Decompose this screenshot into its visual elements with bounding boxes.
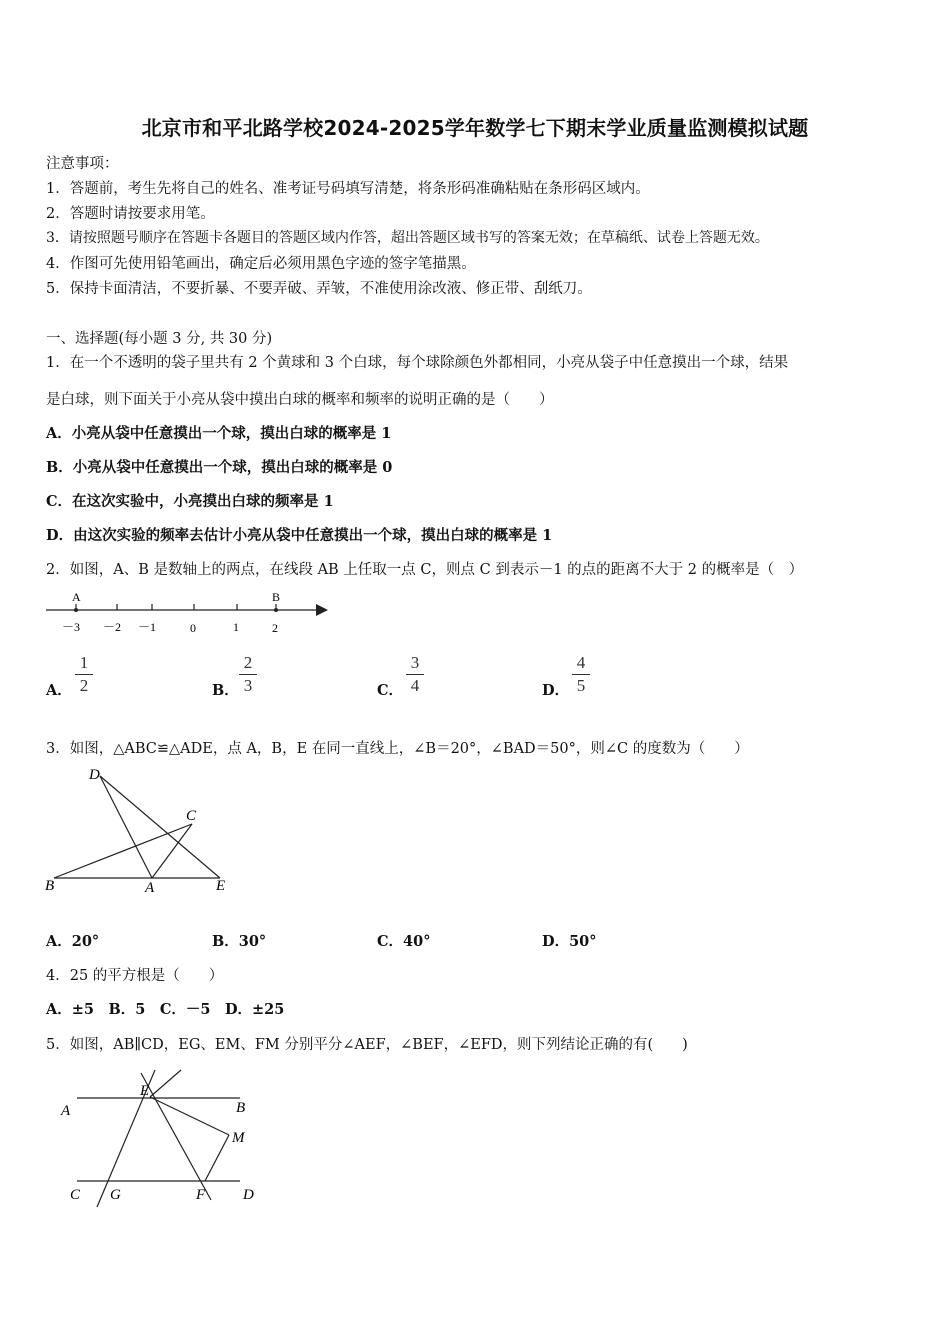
tick-label: －1 <box>138 620 157 634</box>
denominator: 5 <box>576 676 586 695</box>
tick-label: －3 <box>62 620 81 634</box>
segment-em <box>150 1097 229 1135</box>
numerator: 1 <box>79 653 89 672</box>
label-f: F <box>196 1187 206 1203</box>
page-title: 北京市和平北路学校2024-2025学年数学七下期末学业质量监测模拟试题 <box>141 116 809 140</box>
q2-stem: 2．如图，A、B 是数轴上的两点，在线段 AB 上任取一点 C，则点 C 到表示－1 的点的距离不大于 2 的概率是（ ） <box>46 562 804 578</box>
label-c: C <box>70 1187 81 1203</box>
notice-item-2: 2．答题时请按要求用笔。 <box>46 206 215 222</box>
segment-da <box>100 776 152 878</box>
denominator: 3 <box>243 676 253 695</box>
notice-item-1: 1．答题前，考生先将自己的姓名、准考证号码填写清楚，将条形码准确粘贴在条形码区域内。 <box>46 181 650 197</box>
q1-option-b: B．小亮从袋中任意摸出一个球，摸出白球的概率是 0 <box>46 459 393 476</box>
label-e: E <box>216 878 226 894</box>
q5-stem: 5．如图，AB∥CD，EG、EM、FM 分别平分∠AEF，∠BEF，∠EFD，则下列结论正确的有( ) <box>46 1037 688 1053</box>
point-b-label: B <box>272 590 281 604</box>
label-b: B <box>45 878 55 894</box>
notice-item-3: 3．请按照题号顺序在答题卡各题目的答题区域内作答，超出答题区域书写的答案无效；在草稿纸、试卷上答题无效。 <box>46 230 769 246</box>
q1-stem-line1: 1．在一个不透明的袋子里共有 2 个黄球和 3 个白球，每个球除颜色外都相同，小亮从袋子中任意摸出一个球，结果 <box>46 355 789 371</box>
point-a-label: A <box>72 590 81 604</box>
label-d: D <box>89 767 100 783</box>
denominator: 2 <box>79 676 89 695</box>
q3-option-c: C．40° <box>377 933 431 950</box>
parallel-lines-figure <box>55 1065 270 1215</box>
section-heading: 一、选择题(每小题 3 分, 共 30 分) <box>46 331 273 347</box>
label-b: B <box>236 1100 246 1116</box>
segment-de <box>100 776 220 878</box>
numerator: 3 <box>410 653 420 672</box>
q2-option-c-fraction <box>406 653 424 696</box>
segment-fm <box>205 1135 229 1181</box>
label-e: E <box>140 1083 150 1099</box>
label-c: C <box>186 808 197 824</box>
tick-label: －2 <box>103 620 122 634</box>
tick-label: 0 <box>190 621 196 635</box>
q3-option-a: A．20° <box>46 933 100 950</box>
q4-stem: 4．25 的平方根是（ ） <box>46 968 224 984</box>
tick-label: 2 <box>272 621 278 635</box>
q2-option-a-label: A． <box>46 682 72 699</box>
tick-label: 1 <box>233 620 239 634</box>
q2-option-b-fraction <box>239 653 257 696</box>
q1-option-a: A．小亮从袋中任意摸出一个球，摸出白球的概率是 1 <box>46 425 392 442</box>
q1-stem-line2: 是白球，则下面关于小亮从袋中摸出白球的概率和频率的说明正确的是（ ） <box>46 392 554 408</box>
label-g: G <box>110 1187 121 1203</box>
numerator: 2 <box>243 653 253 672</box>
q2-option-d-fraction <box>572 653 590 696</box>
q3-option-d: D．50° <box>542 933 597 950</box>
q2-option-b-label: B． <box>212 682 239 699</box>
q3-option-b: B．30° <box>212 933 267 950</box>
notice-item-4: 4．作图可先使用铅笔画出，确定后必须用黑色字迹的签字笔描黑。 <box>46 256 476 272</box>
q2-option-a-fraction <box>75 653 93 696</box>
q2-option-c-label: C． <box>377 682 404 699</box>
q4-options: A．±5 B．5 C．－5 D．±25 <box>46 1001 285 1018</box>
label-a: A <box>145 880 155 896</box>
notice-heading: 注意事项： <box>46 156 119 172</box>
triangle-figure <box>40 762 250 897</box>
notice-item-5: 5．保持卡面清洁，不要折暴、不要弄破、弄皱，不准使用涂改液、修正带、刮纸刀。 <box>46 281 592 297</box>
point-b-dot <box>274 608 278 612</box>
q1-option-c: C．在这次实验中，小亮摸出白球的频率是 1 <box>46 493 334 510</box>
point-a-dot <box>74 608 78 612</box>
number-line-figure <box>40 588 340 640</box>
q3-stem: 3．如图，△ABC≌△ADE，点 A，B，E 在同一直线上，∠B＝20°，∠BAD＝50°，则∠C 的度数为（ ） <box>46 741 749 757</box>
q1-option-d: D．由这次实验的频率去估计小亮从袋中任意摸出一个球，摸出白球的概率是 1 <box>46 527 553 544</box>
denominator: 4 <box>410 676 420 695</box>
numerator: 4 <box>576 653 586 672</box>
label-m: M <box>232 1130 245 1146</box>
line-ef-extension <box>150 1070 181 1097</box>
label-a: A <box>61 1103 71 1119</box>
label-d: D <box>243 1187 254 1203</box>
number-line-arrow <box>316 604 328 616</box>
q2-option-d-label: D． <box>542 682 570 699</box>
